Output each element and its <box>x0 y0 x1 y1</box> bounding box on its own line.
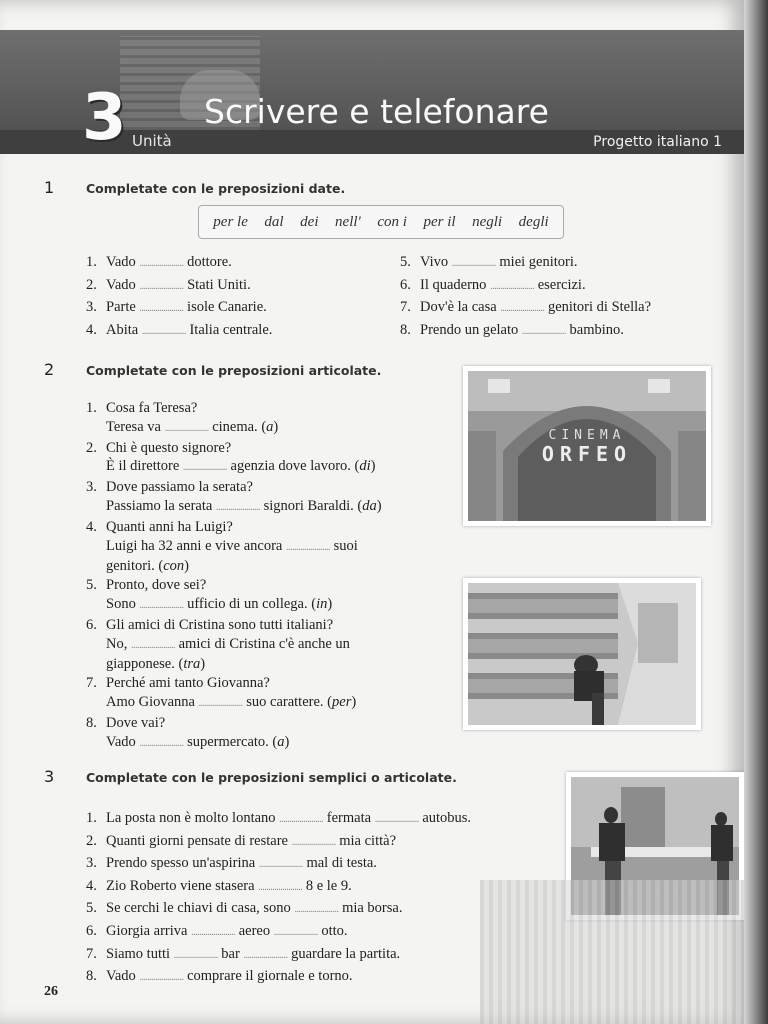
answer-line <box>86 635 382 656</box>
answer-line <box>86 537 382 558</box>
item-number: 2. <box>86 439 97 456</box>
item-number: 1. <box>86 400 97 416</box>
preposition-option: per le <box>213 213 248 230</box>
item-text: mal di testa. <box>306 855 377 872</box>
item-text: Prendo un gelato <box>420 321 519 338</box>
answer-blank: ...................... <box>374 814 419 825</box>
answer-blank: ...................... <box>285 541 330 553</box>
question-line <box>86 399 382 418</box>
item-text: Stati Uniti. <box>187 276 251 293</box>
exercise-item <box>86 876 471 899</box>
item-number: 5. <box>86 577 97 594</box>
item-number: 4. <box>86 321 97 338</box>
cinema-sign-line2: ORFEO <box>541 442 633 466</box>
preposition-option: nell' <box>335 213 361 230</box>
exercise-item <box>400 252 651 275</box>
question-line <box>86 478 382 497</box>
item-text: 8 e le 9. <box>305 877 352 894</box>
answer-blank: ...................... <box>521 325 566 337</box>
preposition-option: negli <box>472 213 503 230</box>
item-number: 8. <box>86 714 97 731</box>
hint-preposition: in <box>316 595 328 612</box>
supermarket-photo <box>463 578 701 730</box>
answer-line: Sono ...................... ufficio di un collega. (in) <box>106 595 333 612</box>
item-text: Italia centrale. <box>189 321 273 338</box>
answer-blank: ...................... <box>139 737 184 749</box>
answer-line: Teresa va ...................... cinema. (a) <box>106 418 279 435</box>
item-text: mia borsa. <box>342 900 403 917</box>
item-text: isole Canarie. <box>187 299 267 316</box>
answer-blank: ...................... <box>500 303 545 315</box>
item-number: 5. <box>86 900 97 917</box>
item-text: La posta non è molto lontano <box>106 810 276 826</box>
item-text: Vado <box>106 276 136 293</box>
answer-blank: ...................... <box>258 881 303 893</box>
exercise-item <box>86 921 471 944</box>
hint-preposition: a <box>266 418 274 435</box>
item-text: Dov'è la casa <box>420 299 497 316</box>
item-text: Se cerchi le chiavi di casa, sono <box>106 900 291 917</box>
hint-preposition: per <box>332 693 352 710</box>
item-text: Siamo tutti <box>106 945 171 962</box>
item-text: aereo <box>238 922 271 939</box>
exercise-item <box>86 966 471 989</box>
item-number: 4. <box>86 877 97 894</box>
answer-blank: ...................... <box>451 258 496 269</box>
unit-title: Scrivere e telefonare <box>204 92 549 131</box>
item-number: 7. <box>400 299 411 316</box>
background-newspapers-photo <box>480 880 744 1024</box>
answer-text: Sono <box>106 595 136 612</box>
exercise-1-right-list <box>400 252 651 342</box>
exercise-3-number: 3 <box>44 767 55 786</box>
question-text: Chi è questo signore? <box>106 439 232 456</box>
item-text: Zio Roberto viene stasera <box>106 877 255 894</box>
exercise-item <box>400 275 651 298</box>
answer-text: ufficio di un collega. <box>187 595 308 612</box>
series-name: Progetto italiano 1 <box>593 134 722 150</box>
answer-blank: ...................... <box>139 972 184 984</box>
exercise-item <box>86 252 272 275</box>
question-line <box>86 714 382 733</box>
item-text: Vivo <box>420 254 449 270</box>
item-number: 1. <box>86 254 97 270</box>
cinema-photo <box>463 366 711 526</box>
answer-line: Amo Giovanna ...................... suo carattere. (per) <box>106 693 357 710</box>
exercise-1-instruction: Completate con le preposizioni date. <box>86 181 346 196</box>
hint-preposition: da <box>362 497 377 514</box>
item-text: dottore. <box>187 254 232 270</box>
answer-blank: ...................... <box>139 258 184 269</box>
answer-blank: ...................... <box>215 501 260 513</box>
item-text: genitori di Stella? <box>547 299 652 316</box>
answer-blank: ...................... <box>273 926 318 938</box>
unit-number: 3 <box>82 81 127 155</box>
item-text: comprare il giornale e torno. <box>187 968 353 985</box>
answer-text: signori Baraldi. <box>263 497 354 514</box>
item-number: 8. <box>400 321 411 338</box>
item-text: fermata <box>326 810 372 826</box>
question-line <box>86 616 382 635</box>
exercise-item <box>86 944 471 967</box>
question-line <box>86 439 382 458</box>
item-text: Vado <box>106 968 136 985</box>
answer-line: Passiamo la serata ...................... signori Baraldi. (da) <box>106 497 382 514</box>
answer-blank: ...................... <box>182 462 227 474</box>
item-text: Prendo spesso un'aspirina <box>106 855 256 872</box>
question-text: Pronto, dove sei? <box>106 577 207 594</box>
item-number: 6. <box>400 276 411 293</box>
answer-blank: ...................... <box>139 303 184 315</box>
item-text: bambino. <box>569 321 624 338</box>
answer-text: genitori. <box>106 558 155 575</box>
exercise-1-number: 1 <box>44 178 55 197</box>
answer-blank: ...................... <box>139 280 184 292</box>
answer-text: Amo Giovanna <box>106 693 195 710</box>
question-line <box>86 576 382 595</box>
exercise-2-instruction: Completate con le preposizioni articolate. <box>86 363 382 378</box>
answer-text: amici di Cristina c'è anche un <box>178 635 350 652</box>
question-text: Dove vai? <box>106 714 166 731</box>
answer-blank: ...................... <box>490 280 535 292</box>
answer-text: No, <box>106 635 128 652</box>
page-number: 26 <box>44 984 58 999</box>
preposition-box <box>198 205 564 239</box>
answer-blank: ...................... <box>291 836 336 848</box>
answer-text: Vado <box>106 733 136 750</box>
answer-text: agenzia dove lavoro. <box>230 458 351 475</box>
question-text: Dove passiamo la serata? <box>106 479 253 496</box>
item-text: autobus. <box>422 810 472 826</box>
exercise-3-list <box>86 808 471 989</box>
item-number: 2. <box>86 832 97 849</box>
exercise-item <box>86 831 471 854</box>
answer-blank: ...................... <box>191 926 236 938</box>
answer-text: cinema. <box>212 418 258 435</box>
answer-continuation: giapponese. (tra) <box>106 656 206 673</box>
hint-preposition: a <box>277 733 285 750</box>
item-number: 5. <box>400 254 411 270</box>
item-text: Il quaderno <box>420 276 487 293</box>
unit-label: Unità <box>132 132 172 150</box>
exercise-2-number: 2 <box>44 360 55 379</box>
answer-text: giapponese. <box>106 656 175 673</box>
item-text: esercizi. <box>537 276 586 293</box>
item-text: miei genitori. <box>499 254 578 270</box>
exercise-3-instruction: Completate con le preposizioni semplici o articolate. <box>86 770 457 785</box>
answer-blank: ...................... <box>279 814 324 825</box>
answer-blank: ...................... <box>141 325 186 337</box>
answer-blank: ...................... <box>173 949 218 961</box>
item-number: 6. <box>86 922 97 939</box>
question-line <box>86 518 382 537</box>
item-number: 4. <box>86 518 97 535</box>
cinema-sign-line1: CINEMA <box>548 428 626 443</box>
book-gutter <box>744 0 768 1024</box>
item-number: 3. <box>86 855 97 872</box>
answer-blank: ...................... <box>258 859 303 871</box>
exercise-item <box>400 320 651 343</box>
answer-continuation: genitori. (con) <box>106 558 189 575</box>
item-text: Quanti giorni pensate di restare <box>106 832 288 849</box>
item-text: Abita <box>106 321 139 338</box>
answer-text: suoi <box>333 537 358 554</box>
answer-blank: ...................... <box>243 949 288 961</box>
exercise-item <box>86 320 272 343</box>
item-number: 7. <box>86 945 97 962</box>
question-text: Perché ami tanto Giovanna? <box>106 675 270 692</box>
answer-blank: ...................... <box>139 599 184 611</box>
item-number: 3. <box>86 299 97 316</box>
exercise-item <box>400 297 651 320</box>
exercise-item <box>86 853 471 876</box>
question-line <box>86 674 382 693</box>
item-text: Parte <box>106 299 136 316</box>
answer-text: Luigi ha 32 anni e vive ancora <box>106 537 283 554</box>
answer-text: È il direttore <box>106 458 180 475</box>
item-text: otto. <box>321 922 348 939</box>
exercise-2-list <box>86 399 382 753</box>
answer-blank: ...................... <box>164 422 209 434</box>
exercise-item <box>86 275 272 298</box>
answer-line: È il direttore ...................... agenzia dove lavoro. (di) <box>106 458 376 475</box>
item-text: Giorgia arriva <box>106 922 188 939</box>
question-text: Quanti anni ha Luigi? <box>106 518 233 535</box>
answer-text: Teresa va <box>106 418 161 435</box>
exercise-1-left-list <box>86 252 272 342</box>
item-number: 6. <box>86 616 97 633</box>
item-number: 1. <box>86 810 97 826</box>
exercise-item <box>86 297 272 320</box>
exercise-item <box>86 808 471 831</box>
exercise-item <box>86 898 471 921</box>
question-text: Cosa fa Teresa? <box>106 400 198 416</box>
answer-line: Vado ...................... supermercato. (a) <box>106 733 290 750</box>
preposition-option: dal <box>264 213 284 230</box>
hint-preposition: con <box>163 558 185 575</box>
preposition-option: dei <box>300 213 319 230</box>
hint-preposition: di <box>359 458 371 475</box>
answer-blank: ...................... <box>198 697 243 709</box>
item-number: 3. <box>86 479 97 496</box>
hint-preposition: tra <box>183 656 201 673</box>
preposition-option: degli <box>518 213 549 230</box>
item-text: mia città? <box>339 832 397 849</box>
preposition-option: per il <box>423 213 456 230</box>
answer-text: supermercato. <box>187 733 269 750</box>
item-text: bar <box>221 945 240 962</box>
answer-blank: ...................... <box>294 904 339 916</box>
answer-text: Passiamo la serata <box>106 497 213 514</box>
answer-text: suo carattere. <box>246 693 324 710</box>
item-text: guardare la partita. <box>291 945 401 962</box>
answer-blank: ...................... <box>130 639 175 651</box>
item-number: 2. <box>86 276 97 293</box>
item-text: Vado <box>106 254 136 270</box>
item-number: 7. <box>86 675 97 692</box>
preposition-option: con i <box>377 213 407 230</box>
item-number: 8. <box>86 968 97 985</box>
question-text: Gli amici di Cristina sono tutti italiani? <box>106 616 334 633</box>
